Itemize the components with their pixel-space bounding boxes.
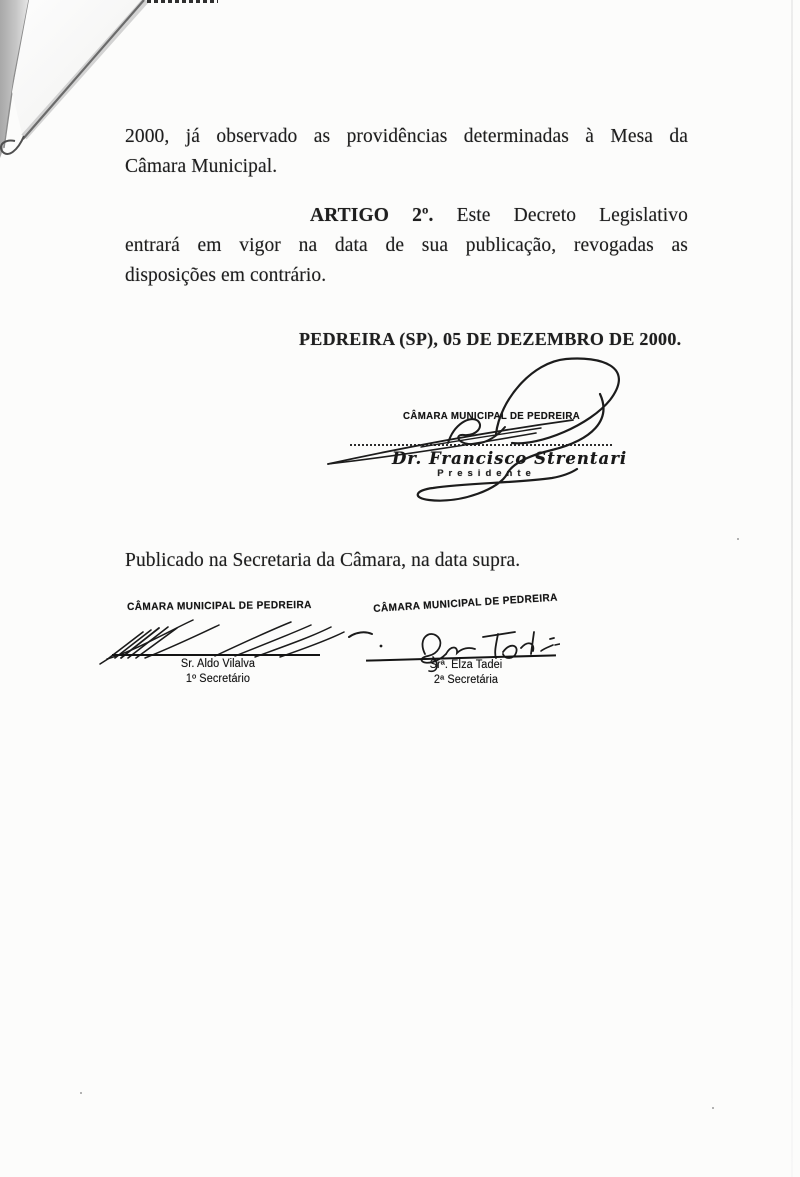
second-secretary-stamp: CÂMARA MUNICIPAL DE PEDREIRA <box>373 591 559 615</box>
artigo-label: ARTIGO 2º. <box>310 205 434 226</box>
second-secretary-title: 2ª Secretária <box>433 674 499 686</box>
scan-speck <box>80 1092 82 1094</box>
president-stamp: CÂMARA MUNICIPAL DE PEDREIRA <box>403 410 581 422</box>
place-dateline: PEDREIRA (SP), 05 DE DEZEMBRO DE 2000. <box>299 329 682 349</box>
publication-note-line: Publicado na Secretaria da Câmara, na data supra. <box>125 550 521 571</box>
paragraph-line <box>125 201 688 231</box>
first-secretary-rule <box>112 654 320 656</box>
artigo-2-paragraph <box>125 201 688 291</box>
second-secretary-name: Srª. Elza Tadei <box>429 659 503 671</box>
scan-speck <box>737 538 739 540</box>
scan-edge-line <box>791 0 793 1177</box>
artigo-line1-text: Este Decreto Legislativo <box>456 205 688 226</box>
publication-note <box>125 546 595 576</box>
paragraph-line: 2000, já observado as providências determinadas à Mesa da <box>125 126 688 147</box>
president-signature <box>300 352 660 522</box>
paragraph-line: entrará em vigor na data de sua publicação, revogadas as <box>125 235 688 256</box>
paragraph-line: disposições em contrário. <box>125 265 327 286</box>
president-name: Dr. Francisco Strentari <box>392 449 628 468</box>
first-secretary-stamp: CÂMARA MUNICIPAL DE PEDREIRA <box>127 598 312 613</box>
president-title: Presidente <box>437 468 536 479</box>
body-paragraph-1 <box>125 122 688 182</box>
paragraph-line: Câmara Municipal. <box>125 156 278 177</box>
first-secretary-title: 1º Secretário <box>185 673 251 685</box>
first-secretary-name: Sr. Aldo Vilalva <box>180 658 256 670</box>
scan-speck <box>712 1107 714 1109</box>
